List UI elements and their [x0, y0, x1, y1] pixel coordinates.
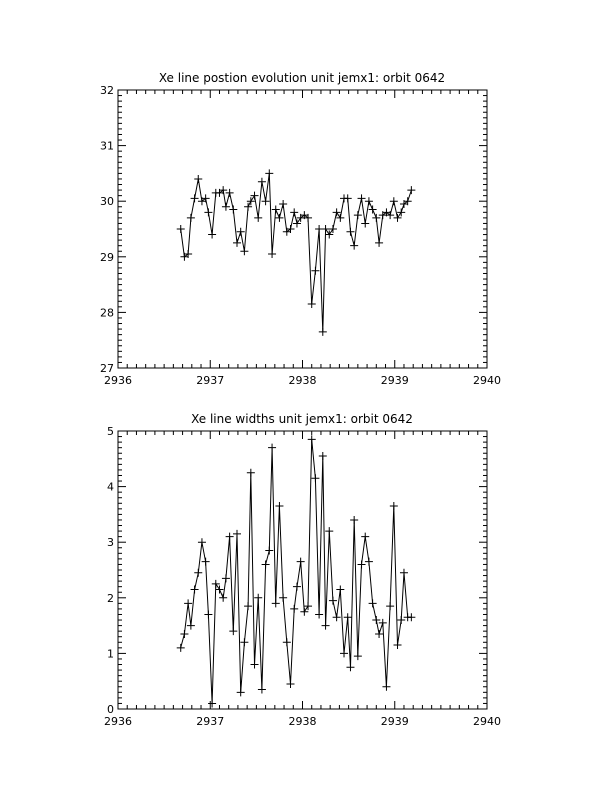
y-tick-label: 0	[107, 703, 114, 716]
x-tick-label: 2939	[380, 374, 409, 387]
x-tick-label: 2936	[104, 374, 132, 387]
x-tick-label: 2937	[196, 374, 225, 387]
y-tick-label: 28	[100, 306, 114, 320]
y-tick-label: 29	[100, 250, 114, 264]
x-tick-label: 2936	[104, 715, 132, 728]
x-tick-label: 2938	[288, 715, 317, 728]
y-tick-label: 32	[100, 84, 114, 97]
x-tick-label: 2940	[473, 374, 501, 387]
chart-title: Xe line postion evolution unit jemx1: orbit 0642	[158, 71, 446, 85]
x-tick-label: 2938	[288, 374, 317, 387]
y-tick-label: 3	[107, 536, 114, 550]
y-tick-label: 4	[107, 480, 114, 494]
x-tick-label: 2940	[473, 715, 501, 728]
y-tick-label: 27	[100, 362, 114, 375]
chart-title: Xe line widths unit jemx1: orbit 0642	[191, 412, 413, 426]
y-tick-label: 2	[107, 591, 114, 605]
x-tick-label: 2937	[196, 715, 225, 728]
y-tick-label: 31	[100, 139, 114, 153]
y-tick-label: 5	[107, 425, 114, 438]
y-tick-label: 30	[100, 195, 114, 209]
x-tick-label: 2939	[380, 715, 409, 728]
y-tick-label: 1	[107, 647, 114, 661]
